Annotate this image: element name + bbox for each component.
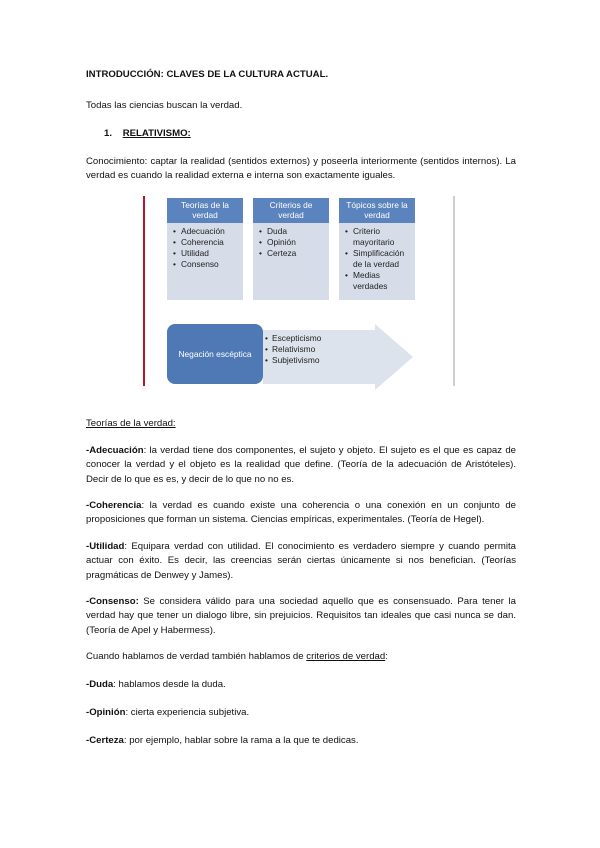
column-header: Tópicos sobre la verdad (339, 198, 415, 223)
document-title: INTRODUCCIÓN: CLAVES DE LA CULTURA ACTUAL. (86, 69, 329, 80)
criterio-term: -Certeza (86, 735, 124, 746)
column-item: • Simplificación de la verdad (345, 248, 415, 270)
criterio-paragraph (86, 678, 516, 692)
column-item: • Adecuación (173, 226, 243, 237)
teoria-text: : la verdad tiene dos componentes, el sujeto y objeto. El sujeto es el que es capaz de conocer la verdad y el objeto es la realidad que define. (Teoría de la adecuación de Aristóteles). Decir de lo que es es, y decir de lo que no no es. (86, 445, 516, 485)
teoria-term: -Adecuación (86, 445, 144, 456)
diagram-left-rule (143, 196, 145, 386)
column-item: • Utilidad (173, 248, 243, 259)
teoria-paragraph (86, 540, 516, 583)
negacion-item: • Subjetivismo (265, 355, 321, 366)
diagram-right-rule (453, 196, 455, 386)
teoria-term: -Utilidad (86, 541, 125, 552)
column-teorias (167, 198, 243, 300)
negacion-item: • Escepticismo (265, 333, 321, 344)
criterio-paragraph (86, 734, 516, 748)
concept-diagram (143, 196, 455, 388)
criterio-paragraph (86, 706, 516, 720)
criterios-intro-text: Cuando hablamos de verdad también hablamos de (86, 651, 307, 662)
column-criterios (253, 198, 329, 300)
criterio-term: -Opinión (86, 707, 126, 718)
negacion-box (167, 324, 263, 384)
teoria-term: -Consenso: (86, 596, 139, 607)
column-header: Criterios de verdad (253, 198, 329, 223)
column-item: • Medias verdades (345, 270, 415, 292)
criterios-intro-end: : (385, 651, 388, 662)
column-item: • Coherencia (173, 237, 243, 248)
negacion-item: • Relativismo (265, 344, 321, 355)
column-item: • Certeza (259, 248, 329, 259)
column-item: • Opinión (259, 237, 329, 248)
negacion-label: Negación escéptica (178, 348, 252, 359)
criterios-intro (86, 650, 516, 664)
teoria-text: : la verdad es cuando existe una coherencia o una conexión en un conjunto de proposiciones que forman un sistema. Ciencias empíricas, experimentales. (Teoría de Hegel). (86, 500, 516, 526)
criterio-text: : por ejemplo, hablar sobre la rama a la que te dedicas. (123, 735, 359, 746)
teoria-term: -Coherencia (86, 500, 142, 511)
column-item: • Consenso (173, 259, 243, 270)
teoria-paragraph (86, 499, 516, 528)
intro-paragraph: Todas las ciencias buscan la verdad. (86, 100, 243, 111)
teoria-paragraph (86, 595, 516, 638)
section-number: 1. (104, 128, 113, 139)
criterios-link: criterios de verdad (306, 651, 386, 662)
conocimiento-paragraph: Conocimiento: captar la realidad (sentidos externos) y poseerla interiormente (sentidos internos). La verdad es cuando la realidad externa e interna son exactamente iguales. (86, 156, 516, 182)
criterio-term: -Duda (86, 679, 114, 690)
column-item: • Criterio mayoritario (345, 226, 415, 248)
section-title: RELATIVISMO: (122, 128, 191, 139)
column-header: Teorías de la verdad (167, 198, 243, 223)
negacion-list (265, 333, 321, 366)
criterio-text: : cierta experiencia subjetiva. (125, 707, 250, 718)
criterio-text: : hablamos desde la duda. (113, 679, 226, 690)
teoria-text: : Equipara verdad con utilidad. El conocimiento es verdadero siempre y cuando permita actuar con éxito. Es decir, las creencias serán ciertas únicamente si nos benefician. (Teorías pragmáticas de Denwey y James). (86, 541, 516, 581)
section-heading (104, 127, 191, 141)
teoria-paragraph (86, 444, 516, 487)
teorias-heading: Teorías de la verdad: (86, 418, 176, 429)
teoria-text: Se considera válido para una sociedad aquello que es consensuado. Para tener la verdad hay que tener un dialogo libre, sin prejuicios. Requisitos tan ideales que casi nunca se dan. (Teoría de Apel y Habermess). (86, 596, 516, 636)
column-topicos (339, 198, 415, 300)
column-item: • Duda (259, 226, 329, 237)
